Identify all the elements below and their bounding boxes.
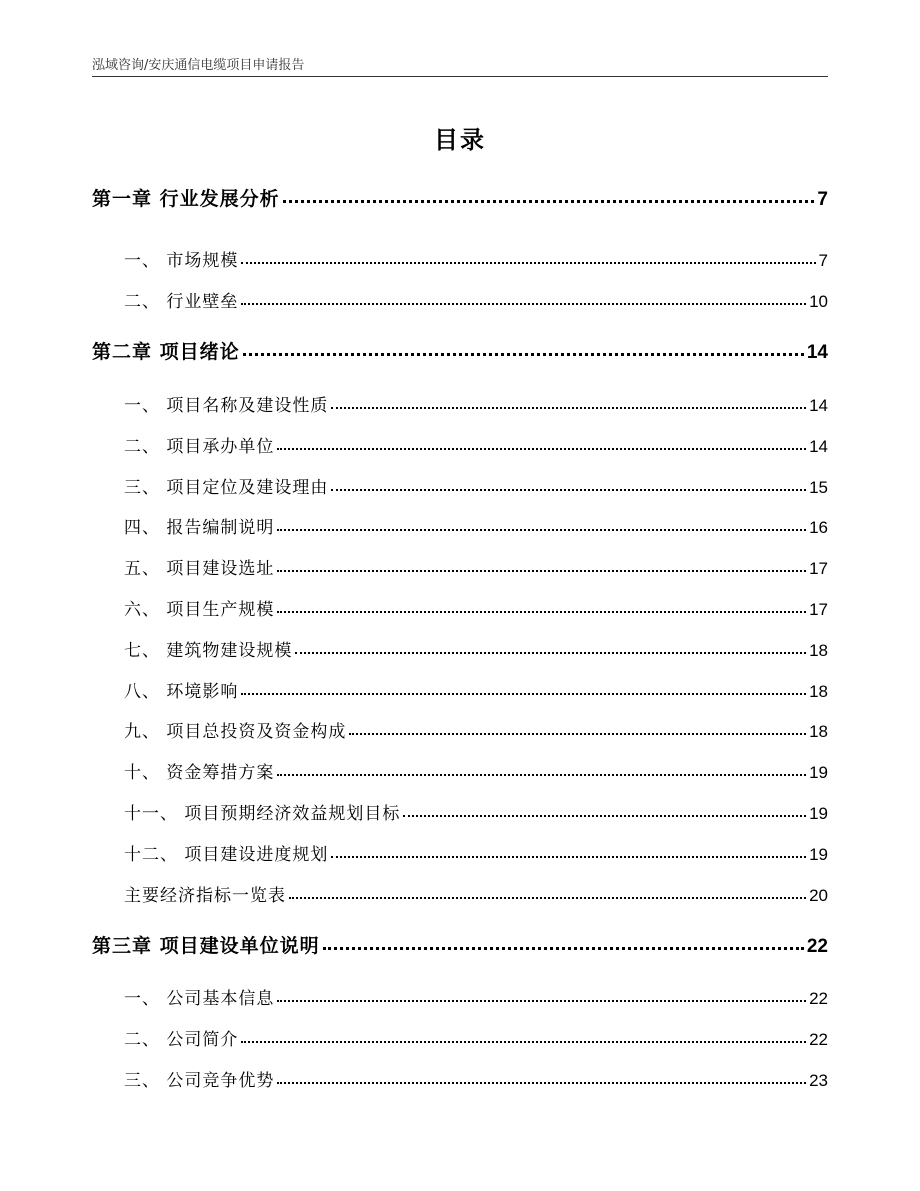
toc-page-number: 17 (809, 559, 828, 578)
toc-page-number: 19 (809, 845, 828, 864)
toc-chapter-2[interactable] (92, 337, 828, 364)
toc-entry-label: 二、 行业壁垒 (124, 292, 239, 312)
toc-dot-leader (283, 200, 815, 203)
toc-dot-leader (331, 489, 806, 491)
toc-dot-leader (277, 570, 806, 572)
toc-entry-label: 三、 项目定位及建设理由 (124, 478, 329, 498)
toc-entry-label: 十、 资金筹措方案 (124, 763, 275, 783)
toc-page-number: 14 (809, 437, 828, 456)
toc-page-number: 14 (806, 342, 828, 363)
toc-page-number: 7 (817, 189, 828, 210)
toc-page-number: 7 (818, 251, 828, 270)
toc-section-competitive-advantages[interactable] (124, 1066, 828, 1091)
toc-entry-label: 主要经济指标一览表 (124, 886, 286, 906)
toc-dot-leader (241, 693, 806, 695)
toc-page-number: 22 (809, 989, 828, 1008)
toc-dot-leader (277, 611, 806, 613)
toc-section-building-scale[interactable] (124, 636, 828, 661)
toc-page-number: 22 (806, 936, 828, 957)
toc-chapter-3[interactable] (92, 931, 828, 958)
toc-entry-label: 二、 项目承办单位 (124, 437, 275, 457)
toc-entry-label: 七、 建筑物建设规模 (124, 641, 293, 661)
toc-section-project-positioning[interactable] (124, 473, 828, 498)
toc-entry-label: 五、 项目建设选址 (124, 559, 275, 579)
toc-section-company-info[interactable] (124, 984, 828, 1009)
toc-entry-label: 第二章 项目绪论 (92, 341, 240, 363)
toc-entry-label: 第一章 行业发展分析 (92, 188, 280, 210)
toc-section-environmental-impact[interactable] (124, 677, 828, 702)
header-divider (92, 76, 828, 77)
toc-dot-leader (241, 262, 815, 264)
toc-dot-leader (323, 947, 804, 950)
toc-chapter-1[interactable] (92, 184, 828, 211)
toc-page-number: 10 (809, 292, 828, 311)
toc-section-market-size[interactable] (124, 246, 828, 271)
toc-page-number: 22 (809, 1030, 828, 1049)
toc-page-number: 19 (809, 763, 828, 782)
toc-entry-label: 九、 项目总投资及资金构成 (124, 722, 347, 742)
toc-page-number: 18 (809, 722, 828, 741)
toc-dot-leader (241, 1041, 806, 1043)
toc-page-number: 19 (809, 804, 828, 823)
toc-page-number: 16 (809, 518, 828, 537)
toc-dot-leader (331, 407, 806, 409)
toc-section-industry-barriers[interactable] (124, 287, 828, 312)
toc-entry-label: 第三章 项目建设单位说明 (92, 935, 320, 957)
toc-section-total-investment[interactable] (124, 717, 828, 742)
toc-section-company-profile[interactable] (124, 1025, 828, 1050)
toc-section-funding-plan[interactable] (124, 758, 828, 783)
toc-dot-leader (241, 303, 806, 305)
toc-section-construction-schedule[interactable] (124, 840, 828, 865)
toc-section-project-name[interactable] (124, 391, 828, 416)
toc-section-economic-benefit[interactable] (124, 799, 828, 824)
toc-dot-leader (331, 856, 806, 858)
header-text: 泓域咨询/安庆通信电缆项目申请报告 (92, 58, 305, 73)
toc-title: 目录 (434, 126, 486, 154)
toc-dot-leader (277, 1000, 806, 1002)
toc-dot-leader (295, 652, 806, 654)
toc-dot-leader (243, 353, 804, 356)
toc-dot-leader (349, 733, 806, 735)
toc-section-production-scale[interactable] (124, 595, 828, 620)
toc-dot-leader (277, 448, 806, 450)
toc-section-key-indicators-table[interactable] (124, 881, 828, 906)
toc-section-report-notes[interactable] (124, 513, 828, 538)
toc-entry-label: 一、 市场规模 (124, 251, 239, 271)
toc-page-number: 18 (809, 641, 828, 660)
toc-page-number: 23 (809, 1071, 828, 1090)
toc-entry-label: 四、 报告编制说明 (124, 518, 275, 538)
toc-entry-label: 八、 环境影响 (124, 682, 239, 702)
toc-entry-label: 三、 公司竞争优势 (124, 1071, 275, 1091)
toc-page-number: 20 (809, 886, 828, 905)
toc-page-number: 18 (809, 682, 828, 701)
toc-entry-label: 十二、 项目建设进度规划 (124, 845, 329, 865)
toc-entry-label: 一、 公司基本信息 (124, 989, 275, 1009)
toc-dot-leader (277, 774, 806, 776)
toc-entry-label: 一、 项目名称及建设性质 (124, 396, 329, 416)
toc-dot-leader (277, 1082, 806, 1084)
toc-dot-leader (277, 529, 806, 531)
toc-entry-label: 六、 项目生产规模 (124, 600, 275, 620)
toc-page-number: 17 (809, 600, 828, 619)
toc-dot-leader (403, 815, 806, 817)
toc-page-number: 15 (809, 478, 828, 497)
toc-entry-label: 十一、 项目预期经济效益规划目标 (124, 804, 401, 824)
toc-section-project-undertaker[interactable] (124, 432, 828, 457)
toc-dot-leader (289, 897, 806, 899)
toc-entry-label: 二、 公司简介 (124, 1030, 239, 1050)
toc-section-site-selection[interactable] (124, 554, 828, 579)
toc-page-number: 14 (809, 396, 828, 415)
